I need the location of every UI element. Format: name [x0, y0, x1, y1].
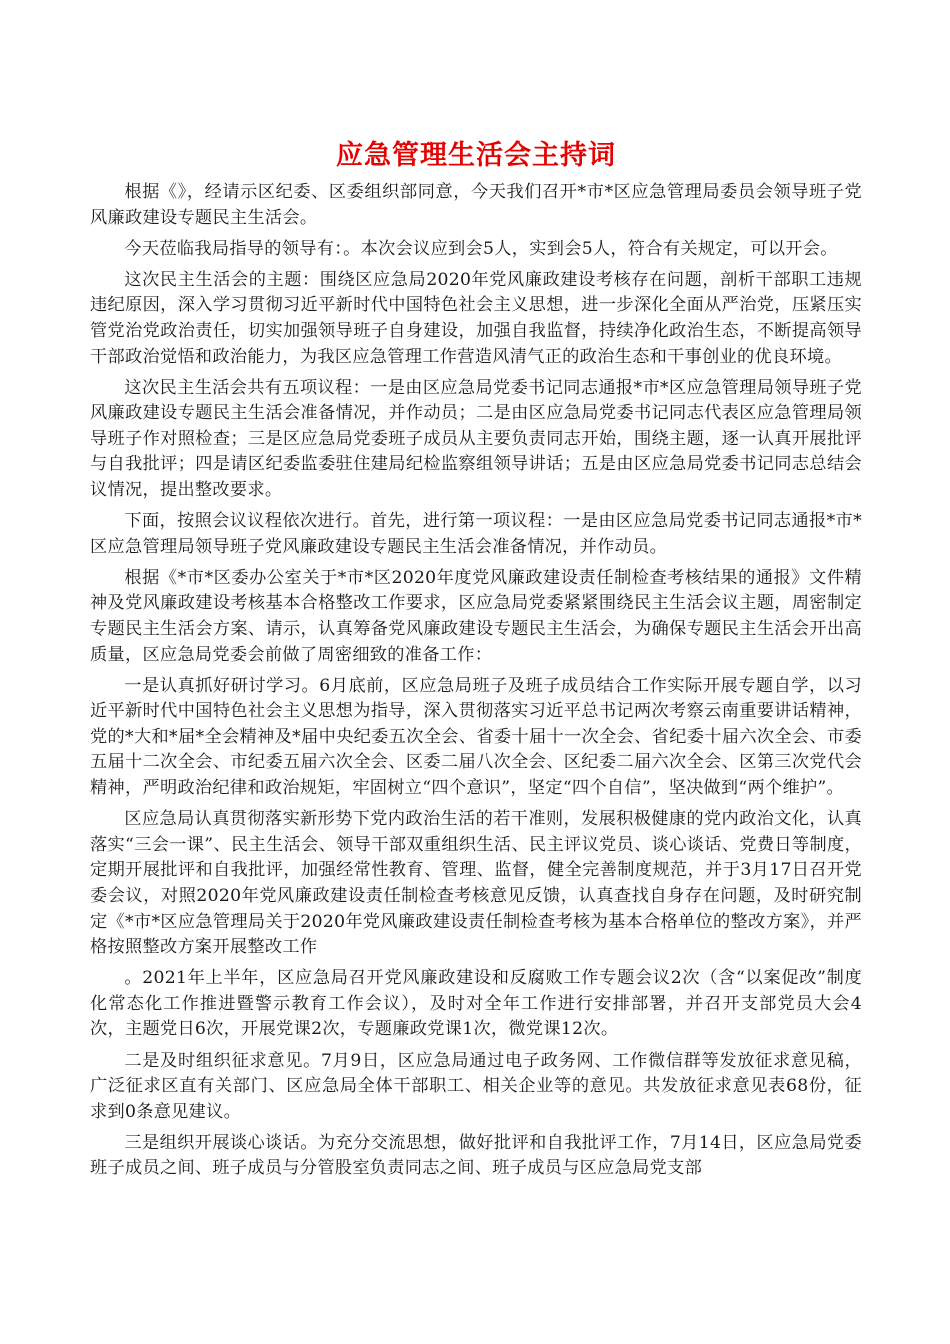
paragraph-11: 三是组织开展谈心谈话。为充分交流思想，做好批评和自我批评工作，7月14日，区应急局党委班子成员之间、班子成员与分管股室负责同志之间、班子成员与区应急局党支部: [90, 1132, 862, 1179]
paragraph-8: 区应急局认真贯彻落实新形势下党内政治生活的若干准则，发展积极健康的党内政治文化，认真落实“三会一课”、民主生活会、领导干部双重组织生活、民主评议党员、谈心谈话、党费日等制度，定期开展批评和自我批评，加强经常性教育、管理、监督，健全完善制度规范，并于3月17日召开党委会议，对照2020年党风廉政建设责任制检查考核意见反馈，认真查找自身存在问题，及时研究制定《*市*区应急管理局关于2020年党风廉政建设责任制检查考核为基本合格单位的整改方案》，并严格按照整改方案开展整改工作: [90, 809, 862, 958]
paragraph-1: 根据《》，经请示区纪委、区委组织部同意，今天我们召开*市*区应急管理局委员会领导班子党风廉政建设专题民主生活会。: [90, 182, 862, 228]
paragraph-6: 根据《*市*区委办公室关于*市*区2020年度党风廉政建设责任制检查考核结果的通报》文件精神及党风廉政建设考核基本合格整改工作要求，区应急局党委紧紧围绕民主生活会议主题，周密制定专题民主生活会方案、请示，认真筹备党风廉政建设专题民主生活会，为确保专题民主生活会开出高质量，区应急局党委会前做了周密细致的准备工作：: [90, 567, 862, 665]
paragraph-10: 二是及时组织征求意见。7月9日，区应急局通过电子政务网、工作微信群等发放征求意见稿，广泛征求区直有关部门、区应急局全体干部职工、相关企业等的意见。共发放征求意见表68份，征求到0条意见建议。: [90, 1050, 862, 1122]
paragraph-4: 这次民主生活会共有五项议程：一是由区应急局党委书记同志通报*市*区应急管理局领导班子党风廉政建设专题民主生活会准备情况，并作动员；二是由区应急局党委书记同志代表区应急管理局领导班子作对照检查；三是区应急局党委班子成员从主要负责同志开始，围绕主题，逐一认真开展批评与自我批评；四是请区纪委监委驻住建局纪检监察组领导讲话；五是由区应急局党委书记同志总结会议情况，提出整改要求。: [90, 377, 862, 501]
paragraph-2: 今天莅临我局指导的领导有：。本次会议应到会5人，实到会5人，符合有关规定，可以开会。: [124, 238, 838, 259]
paragraph-5: 下面，按照会议议程依次进行。首先，进行第一项议程：一是由区应急局党委书记同志通报*市*区应急管理局领导班子党风廉政建设专题民主生活会准备情况，并作动员。: [90, 511, 862, 557]
paragraph-3: 这次民主生活会的主题：围绕区应急局2020年党风廉政建设考核存在问题，剖析干部职工违规违纪原因，深入学习贯彻习近平新时代中国特色社会主义思想，进一步深化全面从严治党，压紧压实管党治党政治责任，切实加强领导班子自身建设，加强自我监督，持续净化政治生态，不断提高领导干部政治觉悟和政治能力，为我区应急管理工作营造风清气正的政治生态和干事创业的优良环境。: [90, 269, 862, 367]
document-page: [90, 136, 862, 1187]
paragraph-7: 一是认真抓好研讨学习。6月底前，区应急局班子及班子成员结合工作实际开展专题自学，以习近平新时代中国特色社会主义思想为指导，深入贯彻落实习近平总书记两次考察云南重要讲话精神，党的*大和*届*全会精神及*届中央纪委五次全会、省委十届十一次全会、省纪委十届六次全会、市委五届十二次全会、市纪委五届六次全会、区委二届八次全会、区纪委二届六次全会、区第三次党代会精神，严明政治纪律和政治规矩，牢固树立“四个意识”，坚定“四个自信”，坚决做到“两个维护”。: [90, 675, 862, 799]
document-title: 应急管理生活会主持词: [336, 140, 616, 171]
paragraph-9: 。2021年上半年，区应急局召开党风廉政建设和反腐败工作专题会议2次（含“以案促改”制度化常态化工作推进暨警示教育工作会议），及时对全年工作进行安排部署，并召开支部党员大会4次，主题党日6次，开展党课2次，专题廉政党课1次，微党课12次。: [90, 968, 862, 1040]
